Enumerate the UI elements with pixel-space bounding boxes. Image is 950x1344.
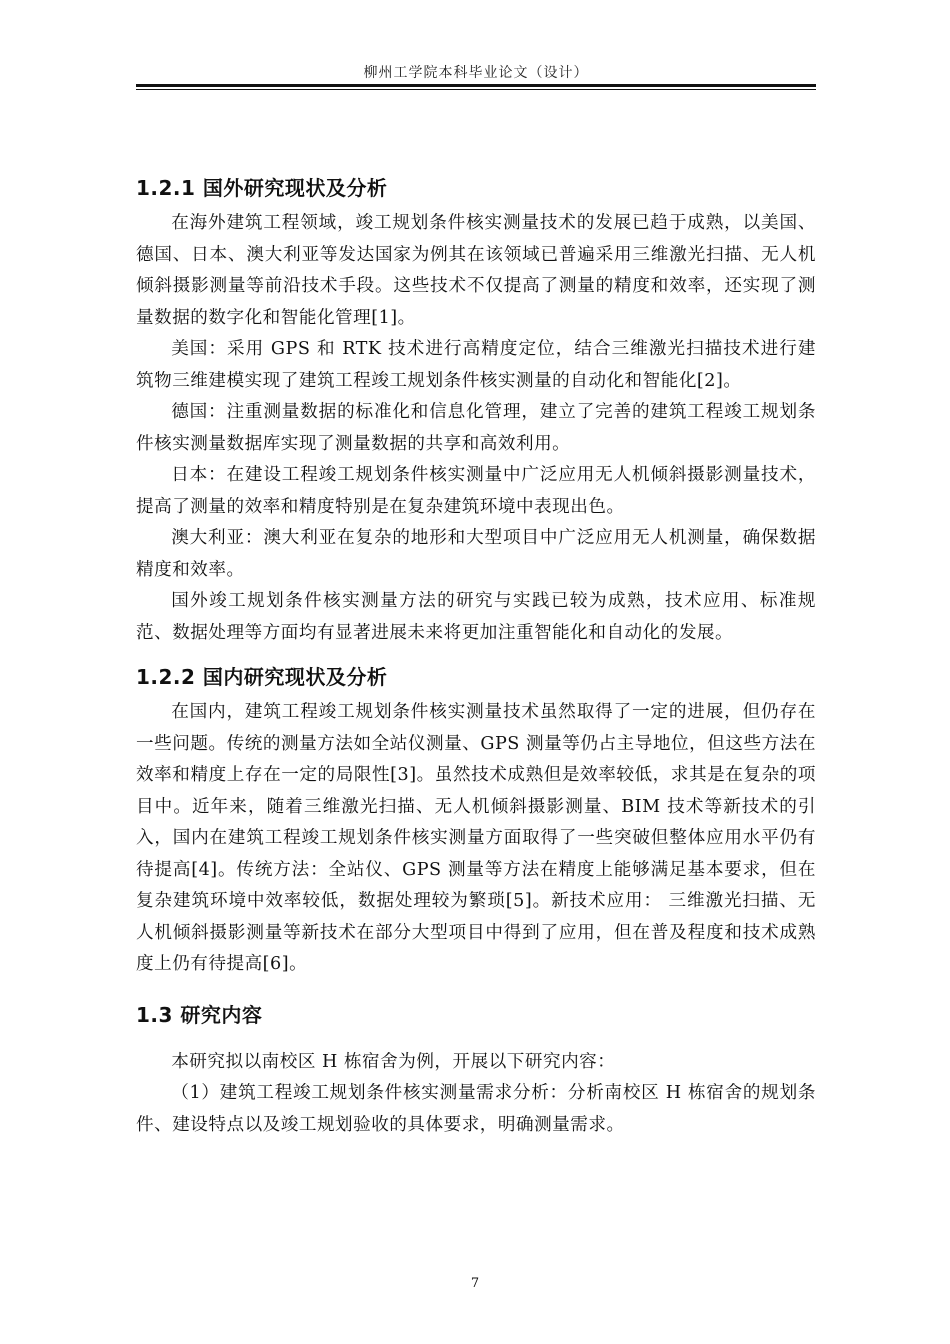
header-rule-thick [136, 84, 816, 87]
paragraph: 日本：在建设工程竣工规划条件核实测量中广泛应用无人机倾斜摄影测量技术，提高了测量的效率和精度特别是在复杂建筑环境中表现出色。 [136, 465, 816, 517]
paragraph: （1）建筑工程竣工规划条件核实测量需求分析：分析南校区 H 栋宿舍的规划条件、建设特点以及竣工规划验收的具体要求，明确测量需求。 [136, 1083, 816, 1135]
paragraph: 国外竣工规划条件核实测量方法的研究与实践已较为成熟，技术应用、标准规范、数据处理等方面均有显著进展未来将更加注重智能化和自动化的发展。 [136, 591, 816, 643]
paragraph: 本研究拟以南校区 H 栋宿舍为例，开展以下研究内容： [171, 1051, 616, 1072]
header-rule-thin [136, 89, 816, 90]
section-heading-1-3: 1.3 研究内容 [136, 1002, 263, 1027]
document-body [136, 168, 816, 1141]
page-header: 柳州工学院本科毕业论文（设计） [363, 65, 589, 81]
paragraph: 德国：注重测量数据的标准化和信息化管理，建立了完善的建筑工程竣工规划条件核实测量数据库实现了测量数据的共享和高效利用。 [136, 402, 816, 454]
section-heading-1-2-1: 1.2.1 国外研究现状及分析 [136, 176, 388, 200]
paragraph: 在海外建筑工程领域，竣工规划条件核实测量技术的发展已趋于成熟，以美国、德国、日本、澳大利亚等发达国家为例其在该领域已普遍采用三维激光扫描、无人机倾斜摄影测量等前沿技术手段。这些技术不仅提高了测量的精度和效率，还实现了测量数据的数字化和智能化管理[1]。 [136, 213, 816, 328]
section-heading-1-2-2: 1.2.2 国内研究现状及分析 [136, 665, 388, 689]
paragraph: 美国：采用 GPS 和 RTK 技术进行高精度定位，结合三维激光扫描技术进行建筑物三维建模实现了建筑工程竣工规划条件核实测量的自动化和智能化[2]。 [136, 339, 816, 391]
paragraph: 在国内，建筑工程竣工规划条件核实测量技术虽然取得了一定的进展，但仍存在一些问题。传统的测量方法如全站仪测量、GPS 测量等仍占主导地位，但这些方法在效率和精度上存在一定的局限性[3]。虽然技术成熟但是效率较低，求其是在复杂的项目中。近年来，随着三维激光扫描、无人机倾斜摄影测量、BIM 技术等新技术的引入，国内在建筑工程竣工规划条件核实测量方面取得了一些突破但整体应用水平仍有待提高[4]。传统方法：全站仪、GPS 测量等方法在精度上能够满足基本要求，但在复杂建筑环境中效率较低，数据处理较为繁琐[5]。新技术应用： 三维激光扫描、无人机倾斜摄影测量等新技术在部分大型项目中得到了应用，但在普及程度和技术成熟度上仍有待提高[6]。 [136, 702, 816, 974]
page-number: 7 [470, 1276, 480, 1291]
paragraph: 澳大利亚：澳大利亚在复杂的地形和大型项目中广泛应用无人机测量，确保数据精度和效率。 [136, 528, 816, 580]
